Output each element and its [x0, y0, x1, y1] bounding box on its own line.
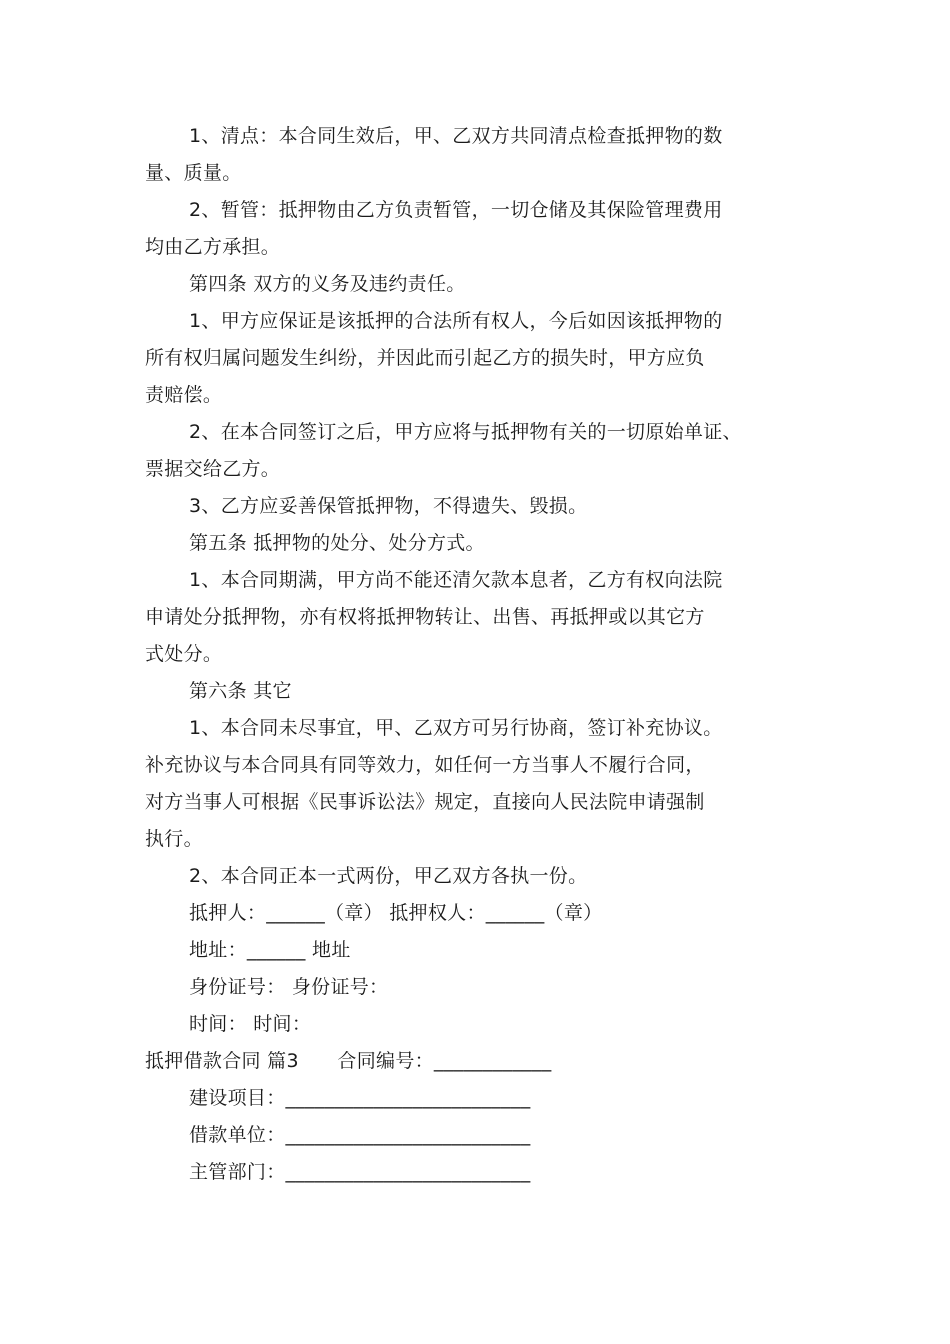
text-line: 2、本合同正本一式两份，甲乙双方各执一份。 [189, 865, 588, 887]
section-heading-article-6: 第六条 其它 [189, 680, 292, 702]
text-line: 量、质量。 [145, 162, 242, 184]
field-construction-project: 建设项目：_________________________ [189, 1087, 531, 1109]
text-line: 式处分。 [145, 643, 223, 665]
text-line: 2、暂管：抵押物由乙方负责暂管，一切仓储及其保险管理费用 [189, 199, 723, 221]
section-heading-article-4: 第四条 双方的义务及违约责任。 [189, 273, 466, 295]
text-line: 2、在本合同签订之后，甲方应将与抵押物有关的一切原始单证、 [189, 421, 742, 443]
text-line: 补充协议与本合同具有同等效力，如任何一方当事人不履行合同， [145, 754, 705, 776]
text-line: 申请处分抵押物，亦有权将抵押物转让、出售、再抵押或以其它方 [145, 606, 705, 628]
text-line: 3、乙方应妥善保管抵押物，不得遗失、毁损。 [189, 495, 588, 517]
document-body [145, 118, 810, 1191]
text-line: 均由乙方承担。 [145, 236, 281, 258]
signature-line-id-number: 身份证号： 身份证号： [189, 976, 389, 998]
text-line: 1、清点：本合同生效后，甲、乙双方共同清点检查抵押物的数 [189, 125, 723, 147]
signature-line-address: 地址：______ 地址 [189, 939, 351, 961]
signature-line-parties: 抵押人：______（章） 抵押权人：______（章） [189, 902, 603, 924]
text-line: 执行。 [145, 828, 203, 850]
section-heading-article-5: 第五条 抵押物的处分、处分方式。 [189, 532, 485, 554]
text-line: 票据交给乙方。 [145, 458, 281, 480]
text-line: 所有权归属问题发生纠纷，并因此而引起乙方的损失时，甲方应负 [145, 347, 705, 369]
field-borrowing-unit: 借款单位：_________________________ [189, 1124, 531, 1146]
text-line: 1、本合同期满，甲方尚不能还清欠款本息者，乙方有权向法院 [189, 569, 723, 591]
contract-title-line: 抵押借款合同 篇3 合同编号：____________ [145, 1050, 552, 1072]
signature-line-time: 时间： 时间： [189, 1013, 312, 1035]
text-line: 1、甲方应保证是该抵押的合法所有权人，今后如因该抵押物的 [189, 310, 723, 332]
text-line: 1、本合同未尽事宜，甲、乙双方可另行协商，签订补充协议。 [189, 717, 723, 739]
text-line: 责赔偿。 [145, 384, 223, 406]
field-supervising-department: 主管部门：_________________________ [189, 1161, 531, 1183]
text-line: 对方当事人可根据《民事诉讼法》规定，直接向人民法院申请强制 [145, 791, 705, 813]
